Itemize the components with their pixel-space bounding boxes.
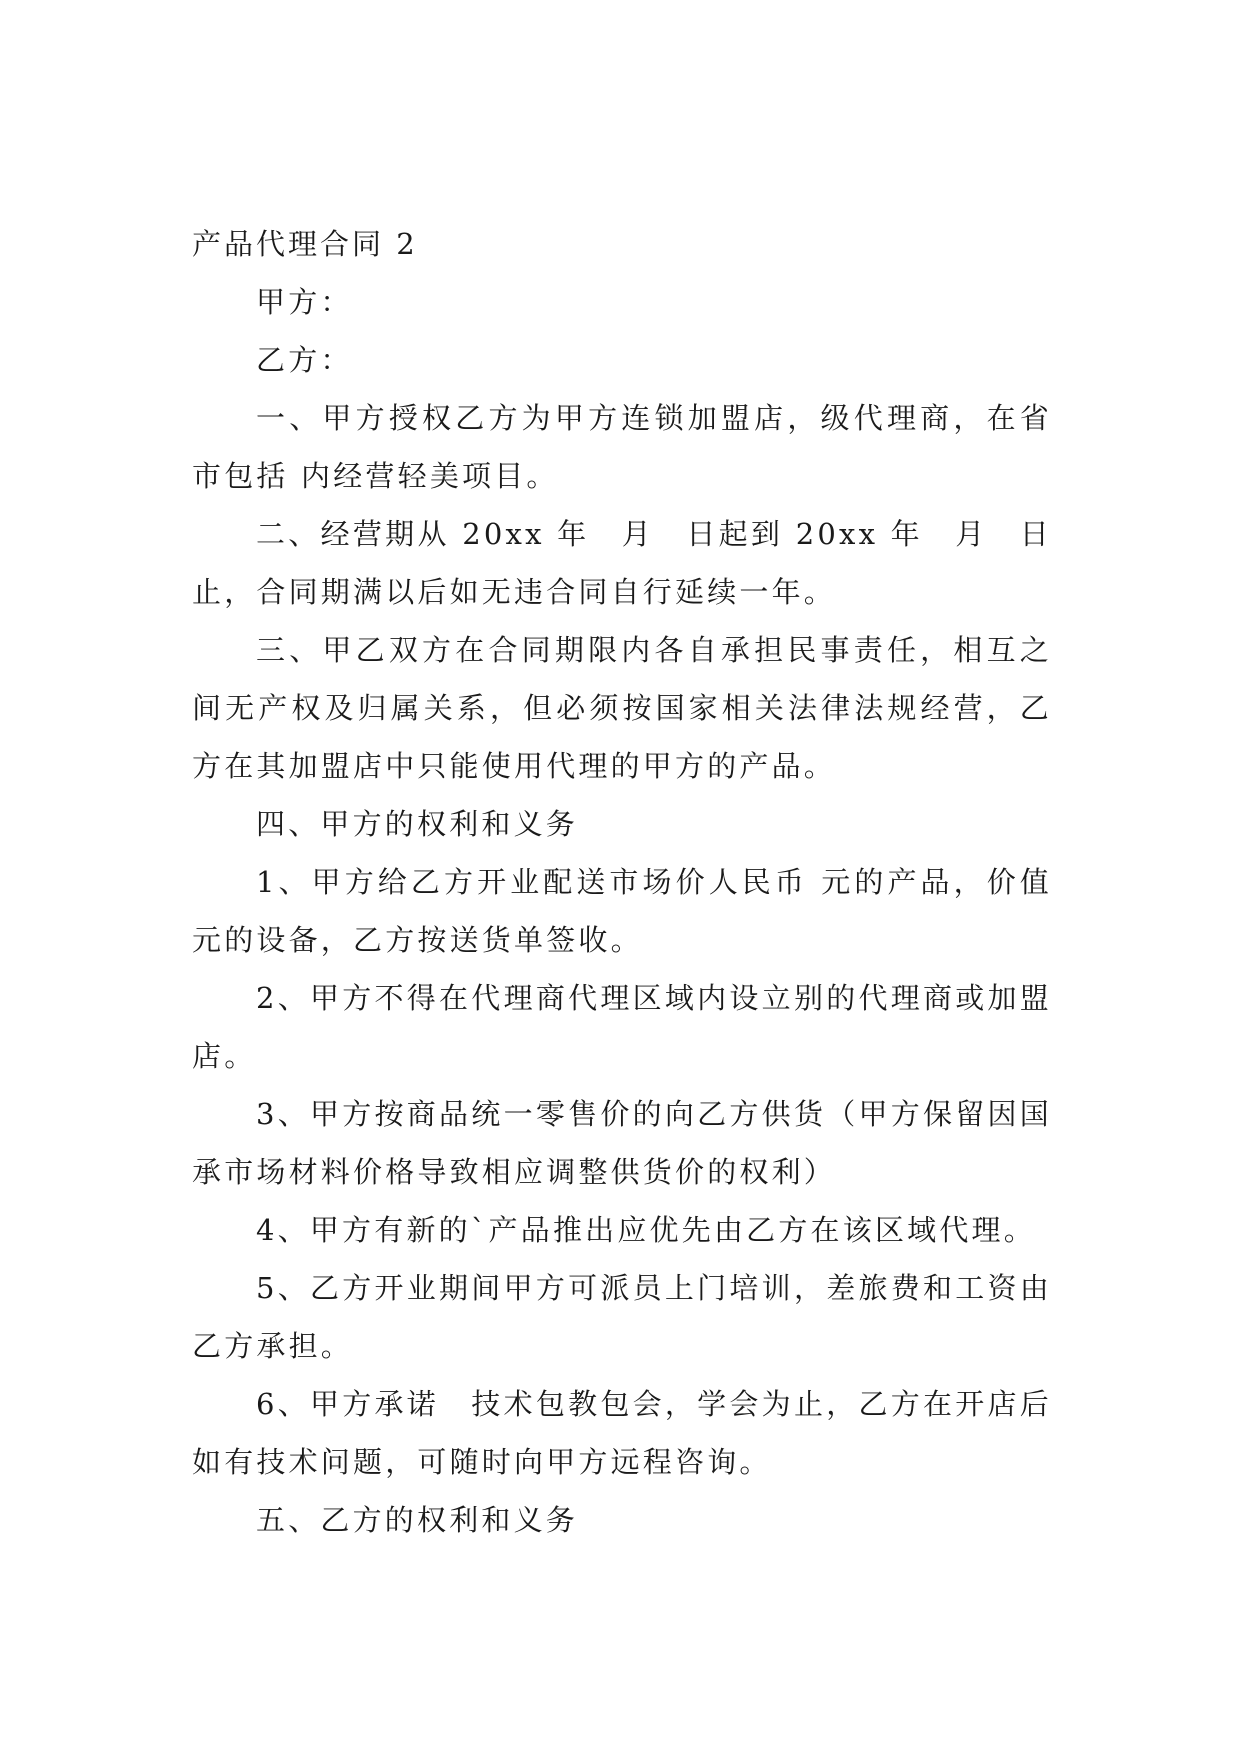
- clause-1: 一、甲方授权乙方为甲方连锁加盟店，级代理商，在省 市包括 内经营轻美项目。: [192, 401, 1085, 493]
- party-a-item-2: 2、甲方不得在代理商代理区域内设立别的代理商或加盟店。: [192, 981, 1052, 1073]
- party-b-line: 乙方：: [256, 343, 353, 377]
- party-a-item-1: 1、甲方给乙方开业配送市场价人民币 元的产品，价值元的设备，乙方按送货单签收。: [192, 865, 1052, 957]
- party-a-item-6: 6、甲方承诺 技术包教包会，学会为止，乙方在开店后如有技术问题，可随时向甲方远程咨询。: [192, 1387, 1052, 1479]
- party-a-item-5: 5、乙方开业期间甲方可派员上门培训，差旅费和工资由乙方承担。: [192, 1271, 1052, 1363]
- document-page: [192, 215, 1085, 1549]
- clause-2: 二、经营期从 20xx 年 月 日起到 20xx 年 月 日止，合同期满以后如无违合同自行延续一年。: [192, 517, 1052, 609]
- party-a-item-4: 4、甲方有新的`产品推出应优先由乙方在该区域代理。: [256, 1213, 1036, 1247]
- party-a-line: 甲方：: [256, 285, 353, 319]
- document-title: 产品代理合同 2: [192, 227, 418, 261]
- party-a-item-3: 3、甲方按商品统一零售价的向乙方供货（甲方保留因国承市场材料价格导致相应调整供货价的权利）: [192, 1097, 1052, 1189]
- clause-3: 三、甲乙双方在合同期限内各自承担民事责任，相互之间无产权及归属关系，但必须按国家相关法律法规经营，乙方在其加盟店中只能使用代理的甲方的产品。: [192, 633, 1052, 783]
- section-heading-party-b-rights: 五、乙方的权利和义务: [256, 1503, 579, 1537]
- section-heading-party-a-rights: 四、甲方的权利和义务: [256, 807, 579, 841]
